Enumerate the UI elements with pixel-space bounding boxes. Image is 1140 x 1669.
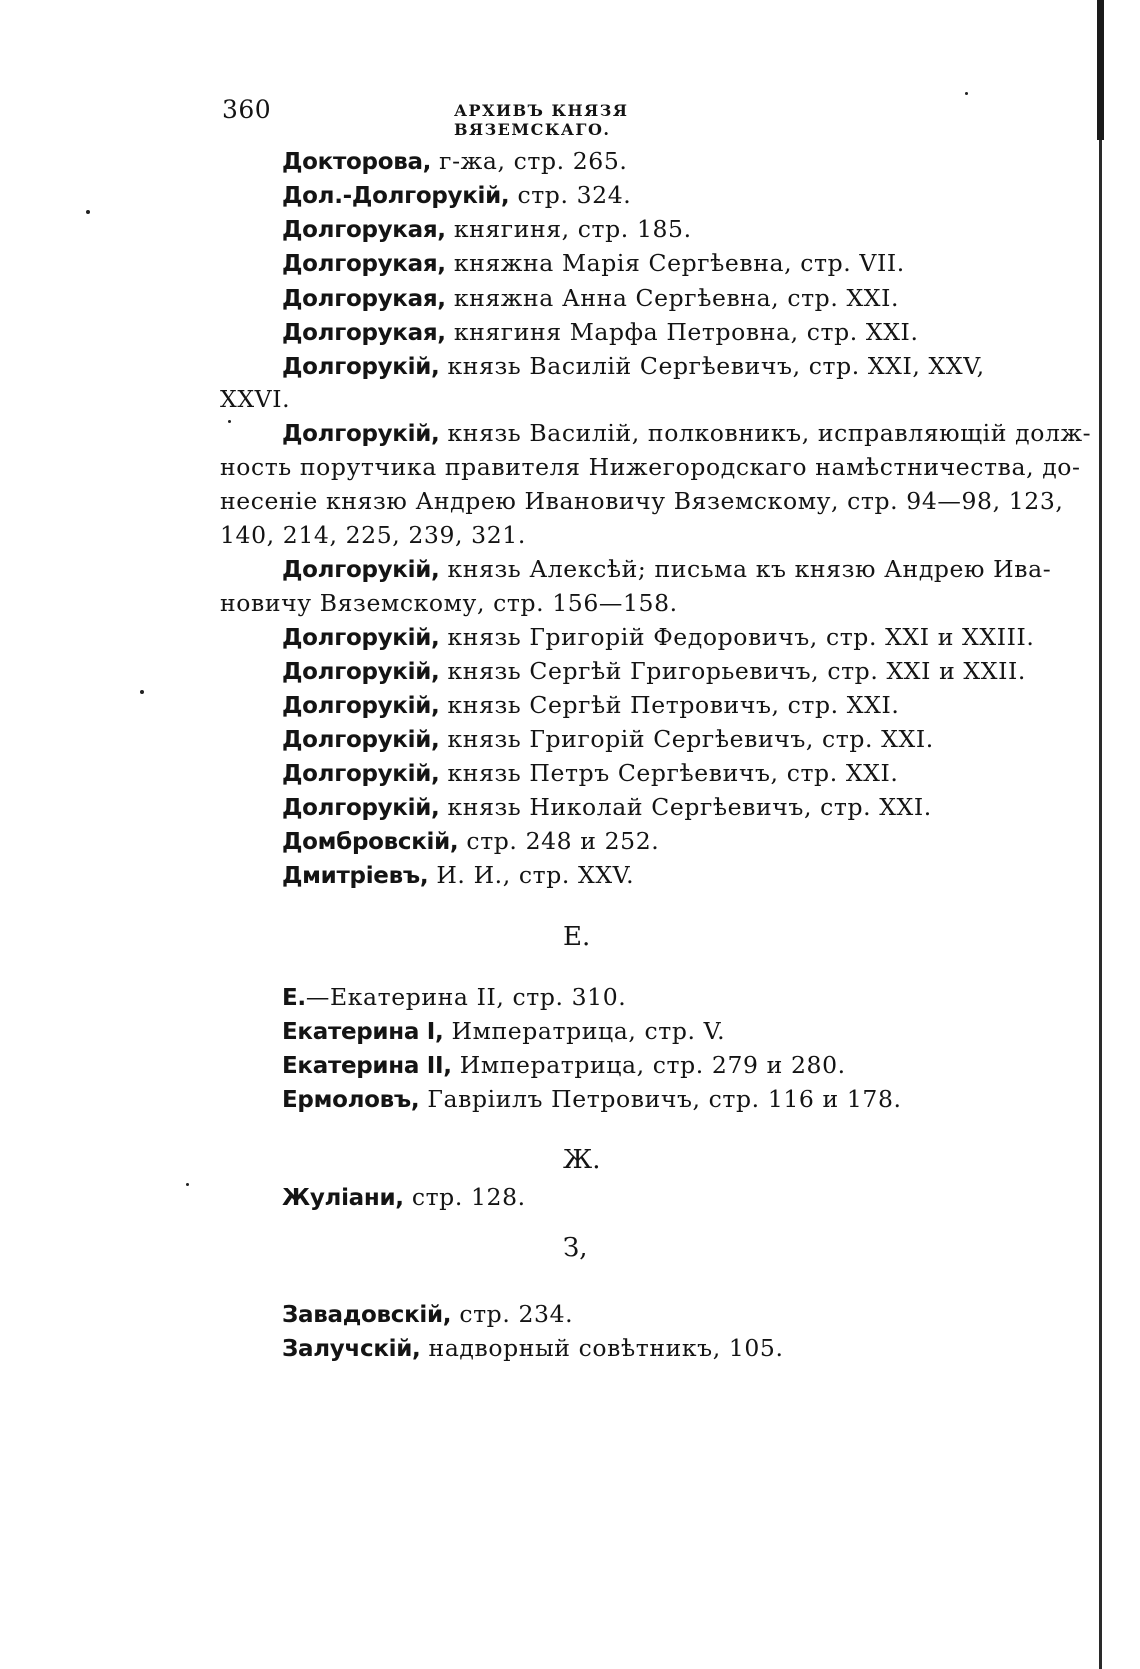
entry-headword: Долгорукій,	[282, 625, 440, 651]
entry-text: князь Николай Сергѣевичъ, стр. XXI.	[439, 793, 932, 821]
index-entry	[282, 416, 1092, 451]
index-entry	[282, 756, 1062, 791]
entry-headword: Докторова,	[282, 149, 432, 175]
entry-headword: Е.	[282, 985, 306, 1011]
index-entry	[282, 824, 1062, 859]
entry-text: князь Григорій Сергѣевичъ, стр. XXI.	[439, 725, 934, 753]
index-entry-continuation	[220, 382, 1000, 417]
scan-border	[1097, 0, 1104, 140]
entry-text: княгиня, стр. 185.	[445, 215, 692, 243]
entry-headword: Долгорукій,	[282, 795, 440, 821]
entry-text: стр. 234.	[451, 1300, 574, 1328]
entry-headword: Ермоловъ,	[282, 1087, 420, 1113]
entry-headword: Долгорукій,	[282, 421, 440, 447]
entry-headword: Долгорукій,	[282, 659, 440, 685]
index-entry	[282, 858, 1062, 893]
entry-headword: Долгорукій,	[282, 761, 440, 787]
section-letter: Е.	[563, 922, 591, 952]
entry-headword: Долгорукій,	[282, 693, 440, 719]
scan-speck	[140, 690, 144, 694]
index-entry	[282, 246, 1062, 281]
entry-headword: Домбровскій,	[282, 829, 459, 855]
entry-headword: Долгорукая,	[282, 251, 446, 277]
entry-headword: Екатерина II,	[282, 1053, 452, 1079]
entry-text: стр. 128.	[403, 1183, 526, 1211]
entry-text: стр. 324.	[509, 181, 632, 209]
entry-text: князь Сергѣй Петровичъ, стр. XXI.	[439, 691, 900, 719]
entry-headword: Завадовскій,	[282, 1302, 452, 1328]
index-entry	[282, 1180, 1062, 1215]
index-entry	[282, 790, 1062, 825]
entry-text: князь Григорій Федоровичъ, стр. XXI и XXIII.	[439, 623, 1035, 651]
entry-text: стр. 248 и 252.	[458, 827, 660, 855]
scan-border-line	[1099, 140, 1102, 1669]
entry-text: г-жа, стр. 265.	[431, 147, 628, 175]
entry-text: княжна Анна Сергѣевна, стр. XXI.	[445, 284, 900, 312]
scan-speck	[86, 210, 90, 214]
entry-text: надворный совѣтникъ, 105.	[420, 1334, 784, 1362]
page-number: 360	[222, 95, 272, 124]
entry-text: несеніе князю Андрею Ивановичу Вяземскому, стр. 94—98, 123,	[220, 487, 1064, 515]
index-entry	[282, 212, 1062, 247]
index-entry	[282, 654, 1062, 689]
index-entry	[282, 722, 1062, 757]
entry-headword: Екатерина I,	[282, 1019, 444, 1045]
index-entry	[282, 980, 1062, 1015]
entry-text: княжна Марія Сергѣевна, стр. VII.	[445, 249, 905, 277]
entry-headword: Долгорукій,	[282, 354, 440, 380]
entry-text: 140, 214, 225, 239, 321.	[220, 521, 526, 549]
index-entry	[282, 620, 1062, 655]
entry-headword: Жуліани,	[282, 1185, 404, 1211]
entry-text: князь Василій Сергѣевичъ, стр. XXI, XXV,	[439, 352, 985, 380]
index-entry	[282, 178, 1062, 213]
index-entry	[282, 315, 1062, 350]
index-entry-continuation	[220, 450, 1081, 485]
index-entry-continuation	[220, 518, 1000, 553]
index-entry	[282, 1048, 1062, 1083]
entry-headword: Дмитріевъ,	[282, 863, 429, 889]
entry-text: князь Алексѣй; письма къ князю Андрею Ива-	[439, 555, 1052, 583]
entry-text: Императрица, стр. 279 и 280.	[451, 1051, 846, 1079]
index-entry	[282, 688, 1062, 723]
entry-text: князь Василій, полковникъ, исправляющій долж-	[439, 419, 1092, 447]
entry-text: XXVI.	[220, 385, 291, 413]
entry-headword: Долгорукая,	[282, 217, 446, 243]
entry-headword: Долгорукая,	[282, 286, 446, 312]
entry-headword: Долгорукій,	[282, 557, 440, 583]
index-entry	[282, 281, 1062, 316]
entry-headword: Залучскій,	[282, 1336, 421, 1362]
index-entry	[282, 552, 1062, 587]
index-entry	[282, 1331, 1062, 1366]
index-entry-continuation	[220, 586, 1000, 621]
index-entry	[282, 349, 1062, 384]
entry-text: И. И., стр. XXV.	[428, 861, 635, 889]
index-entry	[282, 1014, 1062, 1049]
index-entry	[282, 144, 1062, 179]
scan-speck	[965, 92, 968, 95]
entry-text: Гавріилъ Петровичъ, стр. 116 и 178.	[419, 1085, 902, 1113]
entry-headword: Долгорукая,	[282, 320, 446, 346]
entry-text: ность порутчика правителя Нижегородскаго намѣстничества, до-	[220, 453, 1081, 481]
entry-text: Императрица, стр. V.	[443, 1017, 726, 1045]
section-letter: З,	[563, 1233, 588, 1263]
index-entry	[282, 1297, 1062, 1332]
entry-text: —Екатерина II, стр. 310.	[305, 983, 627, 1011]
running-title: АРХИВЪ КНЯЗЯ ВЯЗЕМСКАГО.	[454, 101, 629, 139]
section-letter: Ж.	[563, 1145, 601, 1175]
index-entry-continuation	[220, 484, 1064, 519]
entry-headword: Дол.-Долгорукій,	[282, 183, 510, 209]
entry-text: княгиня Марфа Петровна, стр. XXI.	[445, 318, 919, 346]
entry-text: князь Сергѣй Григорьевичъ, стр. XXI и XXII.	[439, 657, 1026, 685]
scan-speck	[186, 1183, 189, 1186]
entry-headword: Долгорукій,	[282, 727, 440, 753]
page-header	[222, 95, 782, 139]
entry-text: князь Петръ Сергѣевичъ, стр. XXI.	[439, 759, 899, 787]
scan-speck	[228, 420, 231, 423]
index-entry	[282, 1082, 1062, 1117]
entry-text: новичу Вяземскому, стр. 156—158.	[220, 589, 678, 617]
